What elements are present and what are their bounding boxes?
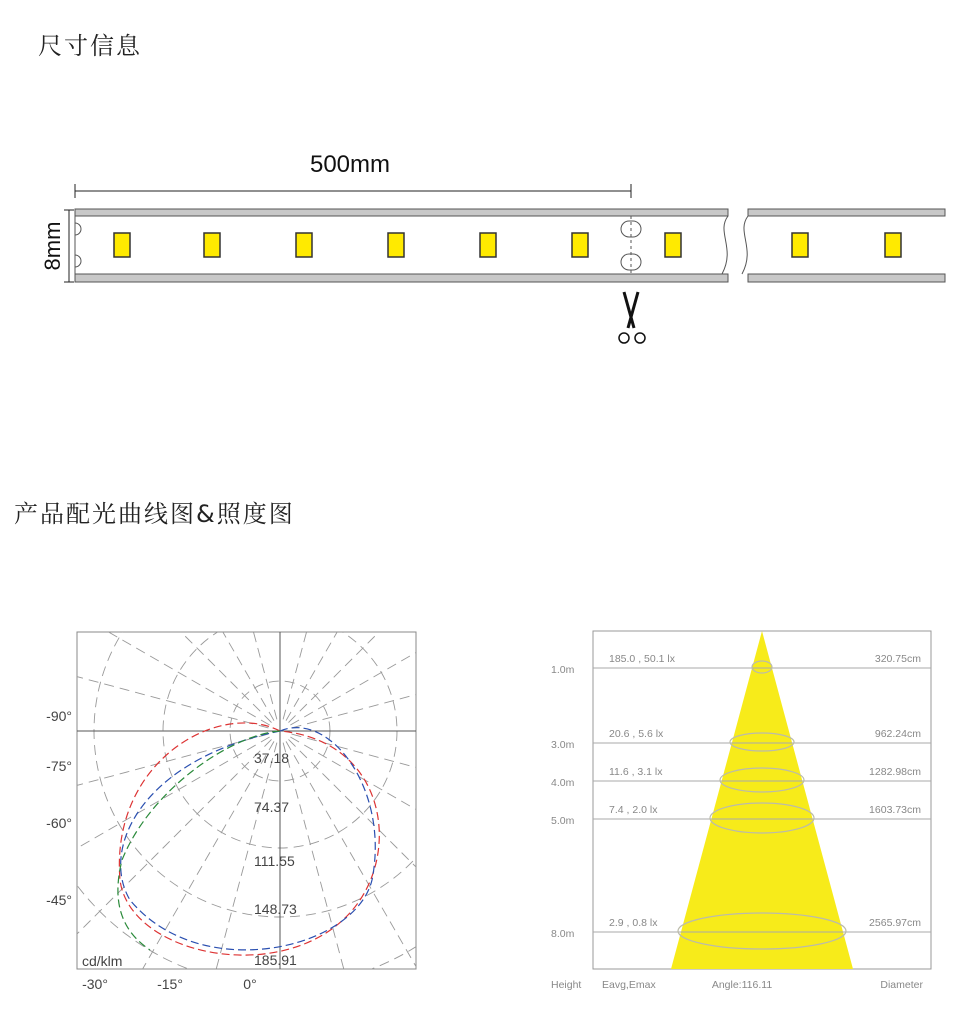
cone-height-label: 8.0m xyxy=(551,928,575,940)
led-chip xyxy=(665,233,681,257)
led-chip xyxy=(296,233,312,257)
length-label: 500mm xyxy=(309,151,391,178)
light-distribution-section-title: 产品配光曲线图&照度图 xyxy=(14,500,295,528)
cone-values-label: 185.0 , 50.1 lx xyxy=(609,653,675,665)
strip-edge-top-2 xyxy=(748,209,945,216)
angle-label-45: -45° xyxy=(46,892,72,908)
polar-frame xyxy=(77,632,416,969)
angle-label-60: -60° xyxy=(46,815,72,831)
led-chip xyxy=(388,233,404,257)
bottom-label-30: -30° xyxy=(82,976,108,992)
led-chip xyxy=(114,233,130,257)
bottom-label-0: 0° xyxy=(243,976,257,992)
cone-diameter-label: 2565.97cm xyxy=(869,917,921,929)
illuminance-cone-chart xyxy=(551,631,931,991)
strip-edge-bottom-2 xyxy=(748,274,945,282)
led-chip xyxy=(480,233,496,257)
footer-angle-label: Angle:116.11 xyxy=(711,979,773,991)
cone-diameter-label: 962.24cm xyxy=(874,728,921,740)
radial-value-label: 37.18 xyxy=(254,750,290,766)
cone-height-label: 1.0m xyxy=(551,664,575,676)
angle-label-75: -75° xyxy=(46,758,72,774)
led-chip xyxy=(572,233,588,257)
footer-diameter-label: Diameter xyxy=(880,979,923,991)
cone-height-label: 3.0m xyxy=(551,739,575,751)
polar-unit-label: cd/klm xyxy=(82,953,123,969)
strip-edge-top-1 xyxy=(75,209,728,216)
width-label: 8mm xyxy=(40,221,65,271)
cone-diameter-label: 1603.73cm xyxy=(869,804,921,816)
cone-diameter-label: 320.75cm xyxy=(874,653,921,665)
cone-values-label: 2.9 , 0.8 lx xyxy=(609,917,658,929)
radial-value-label: 111.55 xyxy=(254,853,295,869)
polar-chart xyxy=(0,331,680,1019)
footer-height-label: Height xyxy=(551,979,582,991)
cone-diameter-label: 1282.98cm xyxy=(869,766,921,778)
footer-eavg-label: Eavg,Emax xyxy=(602,979,656,991)
cone-height-label: 5.0m xyxy=(551,815,575,827)
radial-value-label: 148.73 xyxy=(254,901,297,917)
led-chip xyxy=(204,233,220,257)
led-chip xyxy=(792,233,808,257)
strip-break-right xyxy=(742,216,748,274)
cone-values-label: 7.4 , 2.0 lx xyxy=(609,804,658,816)
radial-value-label: 74.37 xyxy=(254,799,290,815)
size-section-title: 尺寸信息 xyxy=(38,32,142,60)
cone-height-label: 4.0m xyxy=(551,777,575,789)
led-chip xyxy=(885,233,901,257)
cut-pad-bottom xyxy=(621,254,641,270)
strip-edge-bottom-1 xyxy=(75,274,728,282)
angle-label-90: -90° xyxy=(46,708,72,724)
scissors-icon xyxy=(619,292,645,343)
cone-values-label: 11.6 , 3.1 lx xyxy=(609,766,663,778)
cone-values-label: 20.6 , 5.6 lx xyxy=(609,728,664,740)
bottom-label-15: -15° xyxy=(157,976,183,992)
radial-value-label: 185.91 xyxy=(254,952,297,968)
